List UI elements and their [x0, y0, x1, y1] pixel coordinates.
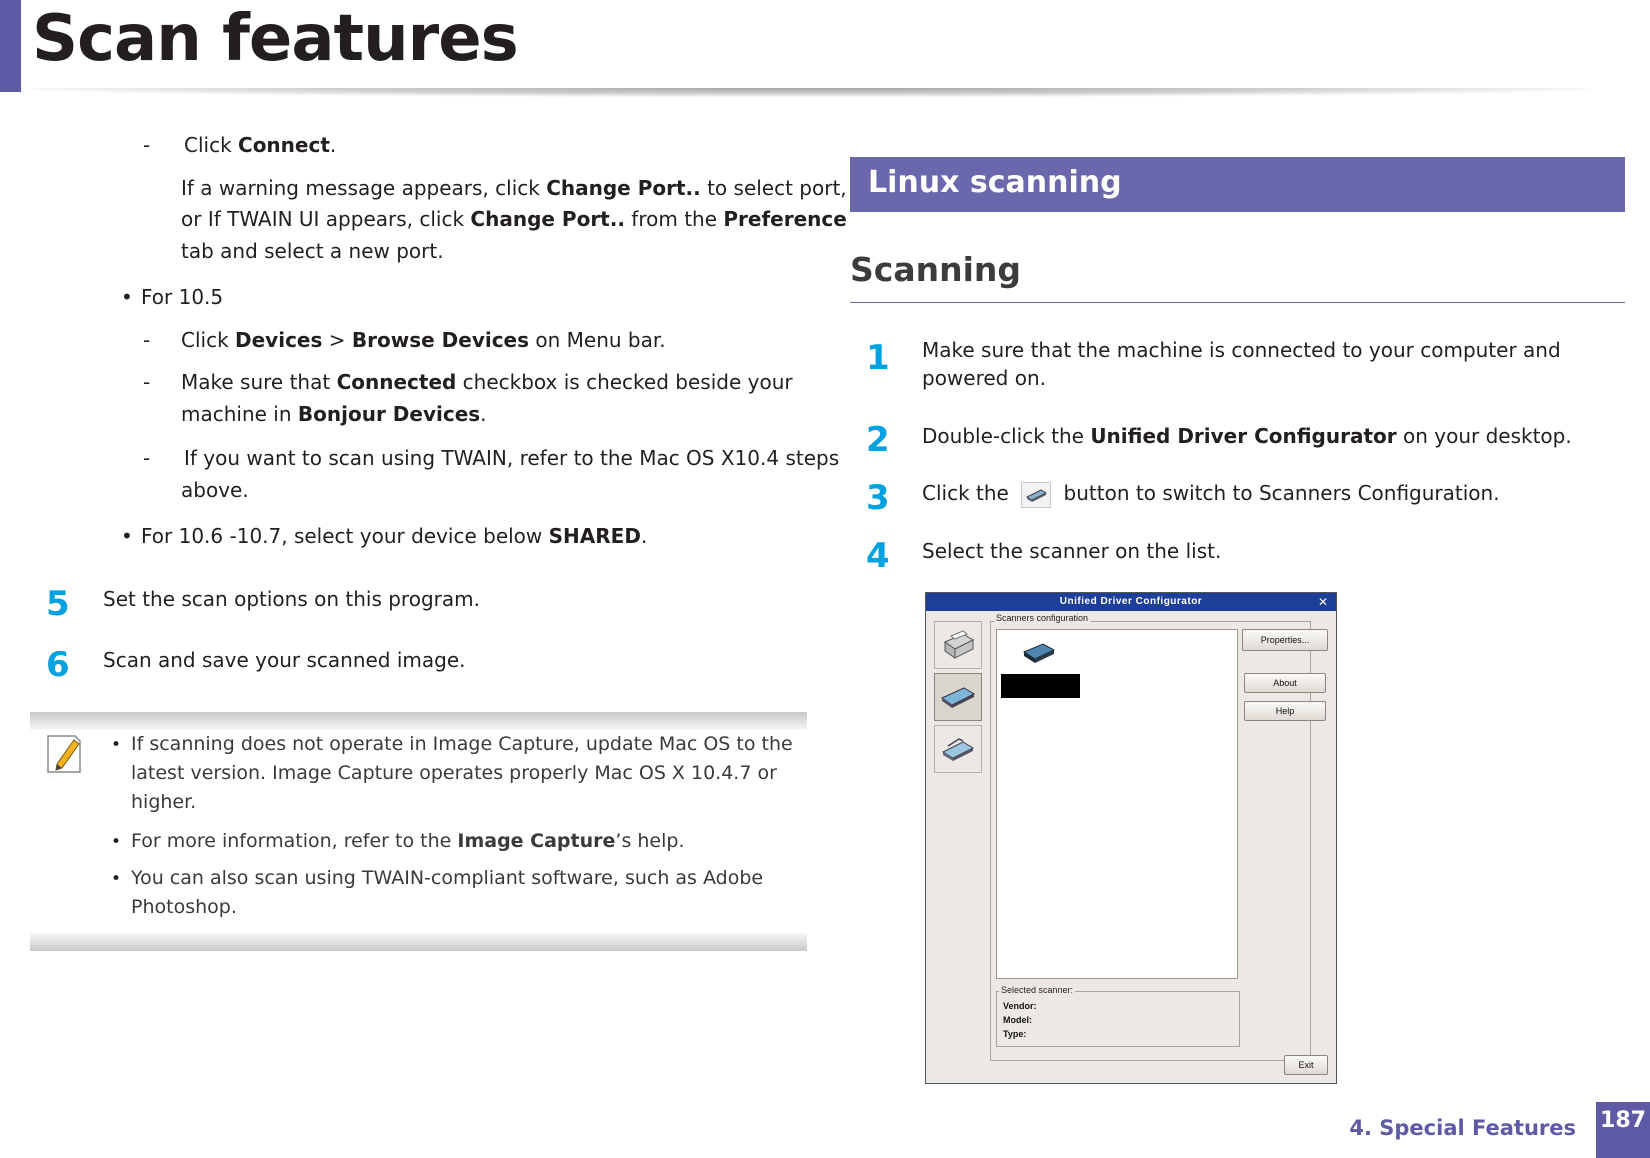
ports-config-tab[interactable] — [934, 725, 982, 773]
note-bullet-1-line-3: higher. — [131, 791, 197, 813]
scanner-list-item-selected[interactable] — [1001, 674, 1080, 698]
for-10-5-text: For 10.5 — [141, 285, 224, 309]
dash-marker: - — [143, 133, 151, 157]
browse-devices-text: Click Devices > Browse Devices on Menu bar. — [181, 328, 666, 352]
scanners-config-tab[interactable] — [934, 673, 982, 721]
twain-line-2: above. — [181, 478, 249, 502]
section-header-band — [850, 157, 1625, 212]
scanner-list-icon — [1021, 638, 1061, 666]
scanner-list[interactable] — [996, 629, 1238, 979]
dash-marker: - — [143, 446, 151, 470]
bullet-marker: • — [121, 285, 133, 309]
note-bottom-border — [30, 933, 807, 951]
warning-line-3: tab and select a new port. — [181, 239, 444, 263]
bullet-marker: • — [111, 869, 122, 889]
connected-line-2: machine in Bonjour Devices. — [181, 402, 487, 426]
step-number: 1 — [866, 338, 890, 378]
type-label: Type: — [1003, 1029, 1027, 1039]
dash-marker: - — [143, 370, 151, 394]
section-title: Linux scanning — [868, 165, 1122, 200]
vendor-label: Vendor: — [1003, 1001, 1037, 1011]
selected-scanner-label: Selected scanner: — [1001, 985, 1074, 995]
step-text: Set the scan options on this program. — [103, 587, 480, 611]
port-icon — [935, 726, 981, 772]
about-button[interactable]: About — [1244, 673, 1326, 693]
step-number: 4 — [866, 536, 890, 576]
header-accent-bar — [0, 0, 21, 92]
step-number: 2 — [866, 420, 890, 460]
note-top-border — [30, 712, 807, 730]
scanner-config-button-icon — [1021, 482, 1051, 508]
subsection-divider — [850, 302, 1625, 303]
step-text: Scan and save your scanned image. — [103, 648, 466, 672]
step-1-line-1: Make sure that the machine is connected to your computer and — [922, 338, 1561, 362]
help-button[interactable]: Help — [1244, 701, 1326, 721]
printers-config-tab[interactable] — [934, 621, 982, 669]
for-10-6-text: For 10.6 -10.7, select your device below SHARED. — [141, 524, 648, 548]
selected-scanner-group — [996, 991, 1240, 1047]
page-title: Scan features — [32, 2, 518, 76]
chapter-label: 4. Special Features — [1349, 1116, 1576, 1140]
properties-button[interactable]: Properties... — [1242, 629, 1328, 651]
page-number-box — [1596, 1102, 1650, 1158]
dialog-title: Unified Driver Configurator — [926, 593, 1336, 611]
header-divider — [30, 88, 1590, 97]
step-2-text: Double-click the Unified Driver Configurator on your desktop. — [922, 424, 1572, 448]
step-4-text: Select the scanner on the list. — [922, 539, 1222, 563]
note-bullet-2: For more information, refer to the Image Capture’s help. — [131, 830, 685, 852]
note-bullet-1-line-1: If scanning does not operate in Image Capture, update Mac OS to the — [131, 733, 793, 755]
scanner-icon — [935, 674, 981, 720]
model-label: Model: — [1003, 1015, 1032, 1025]
unified-driver-configurator-window — [925, 592, 1337, 1084]
warning-line-2: or If TWAIN UI appears, click Change Port.. from the Preference — [181, 207, 847, 231]
note-bullet-3-line-2: Photoshop. — [131, 896, 237, 918]
note-pencil-icon — [45, 733, 83, 775]
connected-line-1: Make sure that Connected checkbox is checked beside your — [181, 370, 793, 394]
printer-icon — [935, 622, 981, 668]
click-connect-text: Click Connect. — [184, 133, 337, 157]
bullet-marker: • — [121, 524, 133, 548]
exit-button[interactable]: Exit — [1284, 1055, 1328, 1075]
bullet-marker: • — [111, 735, 122, 755]
close-icon[interactable]: ✕ — [1317, 595, 1328, 609]
dash-marker: - — [143, 328, 151, 352]
step-number: 5 — [46, 584, 70, 624]
subsection-title: Scanning — [850, 250, 1022, 289]
step-1-line-2: powered on. — [922, 366, 1047, 390]
twain-line-1: If you want to scan using TWAIN, refer to the Mac OS X10.4 steps — [184, 446, 840, 470]
page-number: 187 — [1600, 1108, 1646, 1133]
step-number: 6 — [46, 645, 70, 685]
note-bullet-1-line-2: latest version. Image Capture operates properly Mac OS X 10.4.7 or — [131, 762, 777, 784]
step-number: 3 — [866, 478, 890, 518]
step-3-text: Click the button to switch to Scanners Configuration. — [922, 478, 1500, 509]
warning-line-1: If a warning message appears, click Change Port.. to select port, — [181, 176, 847, 200]
bullet-marker: • — [111, 832, 122, 852]
note-bullet-3-line-1: You can also scan using TWAIN-compliant software, such as Adobe — [131, 867, 764, 889]
scanners-config-label: Scanners configuration — [996, 613, 1089, 623]
